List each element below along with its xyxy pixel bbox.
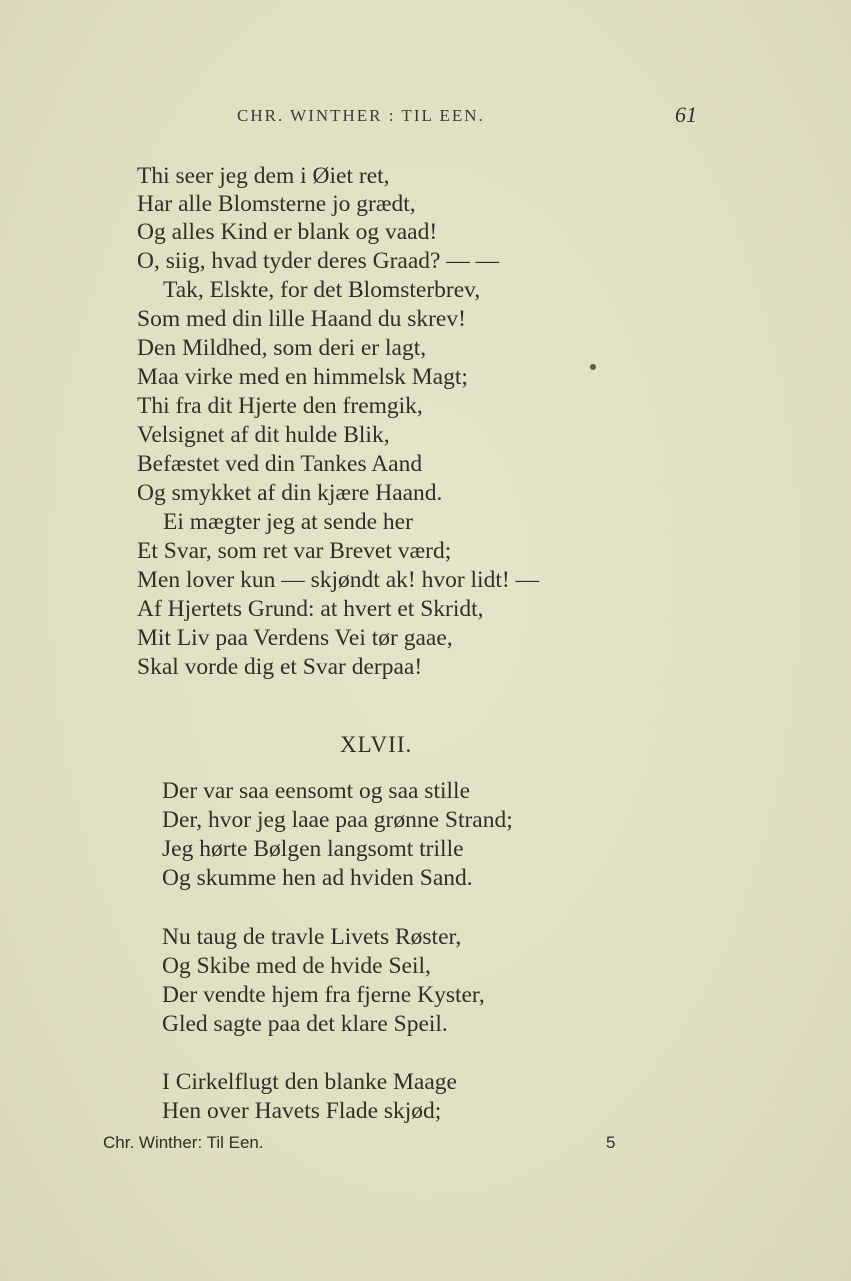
section-number: XLVII. <box>340 732 413 757</box>
poem-line: Jeg hørte Bølgen langsomt trille <box>162 836 464 862</box>
poem-line: Gled sagte paa det klare Speil. <box>162 1011 448 1037</box>
poem-line: Tak, Elskte, for det Blomsterbrev, <box>163 277 481 303</box>
signature-text: Chr. Winther: Til Een. <box>103 1133 264 1152</box>
poem-line: Velsignet af dit hulde Blik, <box>137 422 390 448</box>
sheet-number: 5 <box>606 1133 616 1152</box>
running-head <box>0 104 851 130</box>
poem-line: Og smykket af din kjære Haand. <box>137 480 443 506</box>
poem-line: Og Skibe med de hvide Seil, <box>162 953 431 979</box>
poem-line: Maa virke med en himmelsk Magt; <box>137 364 468 390</box>
poem-line: Der var saa eensomt og saa stille <box>162 778 471 804</box>
poem-line: Der vendte hjem fra fjerne Kyster, <box>162 982 485 1008</box>
poem-line: Nu taug de travle Livets Røster, <box>162 924 462 950</box>
poem-line: Et Svar, som ret var Brevet værd; <box>137 538 452 564</box>
poem-line: Men lover kun — skjøndt ak! hvor lidt! — <box>137 567 540 593</box>
poem-line: Thi seer jeg dem i Øiet ret, <box>137 163 390 189</box>
poem-line: Thi fra dit Hjerte den fremgik, <box>137 393 423 419</box>
poem-line: Hen over Havets Flade skjød; <box>162 1098 442 1124</box>
poem-line: Af Hjertets Grund: at hvert et Skridt, <box>137 596 484 622</box>
running-title: CHR. WINTHER : TIL EEN. <box>237 106 485 125</box>
poem-line: I Cirkelflugt den blanke Maage <box>162 1069 457 1095</box>
signature-mark <box>103 1133 623 1157</box>
ink-speck <box>590 364 596 370</box>
poem-line: Mit Liv paa Verdens Vei tør gaae, <box>137 625 453 651</box>
poem-line: Der, hvor jeg laae paa grønne Strand; <box>162 807 513 833</box>
poem-line: O, siig, hvad tyder deres Graad? — — <box>137 248 500 274</box>
poem-line: Og alles Kind er blank og vaad! <box>137 219 438 245</box>
poem-line: Og skumme hen ad hviden Sand. <box>162 865 473 891</box>
poem-line: Ei mægter jeg at sende her <box>163 509 413 535</box>
poem-line: Den Mildhed, som deri er lagt, <box>137 335 427 361</box>
poem-line: Har alle Blomsterne jo grædt, <box>137 191 416 217</box>
poem-line: Befæstet ved din Tankes Aand <box>137 451 423 477</box>
poem-line: Skal vorde dig et Svar derpaa! <box>137 654 423 680</box>
poem-line: Som med din lille Haand du skrev! <box>137 306 466 332</box>
page-number: 61 <box>675 102 697 127</box>
